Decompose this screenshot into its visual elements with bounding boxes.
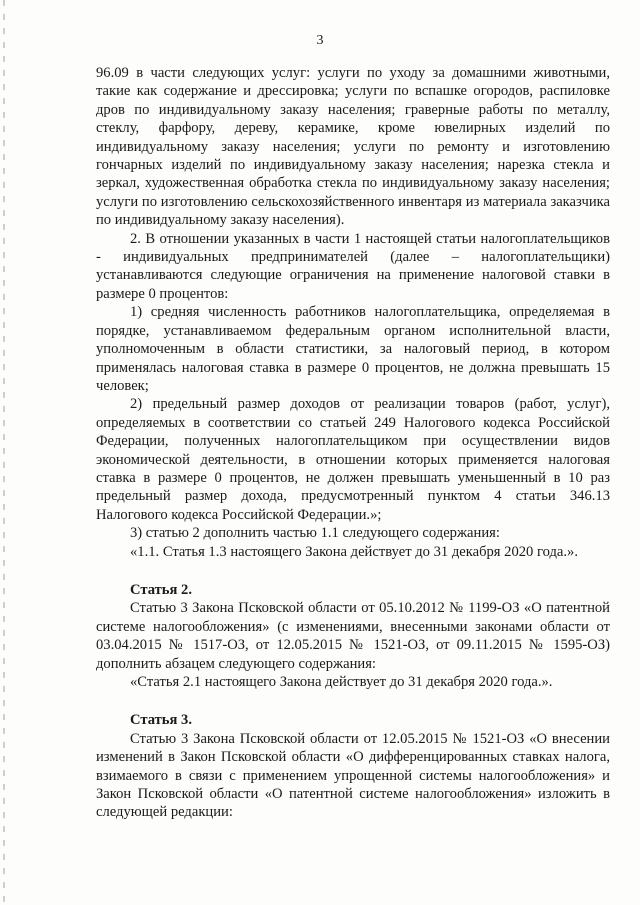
- paragraph-item-3: 3) статью 2 дополнить частью 1.1 следующего содержания:: [130, 525, 500, 542]
- spacer: [96, 691, 610, 711]
- document-body: [96, 64, 610, 822]
- article-3-heading: Статья 3.: [130, 712, 192, 729]
- page-number: 3: [316, 33, 324, 48]
- paragraph-quote-1-1: «1.1. Статья 1.3 настоящего Закона действует до 31 декабря 2020 года.».: [130, 543, 578, 560]
- paragraph-continuation: 96.09 в части следующих услуг: услуги по уходу за домашними животными, такие как содержание и дрессировка; услуги по вспашке огородов, распиловке дров по индивидуальному заказу населения; граверные работы по металлу, стеклу, фарфору, дереву, керамике, кроме ювелирных изделий по индивидуальному заказу населения; услуги по ремонту и изготовлению гончарных изделий по индивидуальному заказу населения; нарезка стекла и зеркал, художественная обработка стекла по индивидуальному заказу населения; услуги по изготовлению сельскохозяйственного инвентаря из материала заказчика по индивидуальному заказу населения).: [96, 65, 610, 229]
- spacer: [96, 561, 610, 581]
- scan-edge-mark: [3, 0, 5, 905]
- article-3-text: Статью 3 Закона Псковской области от 12.05.2015 № 1521-ОЗ «О внесении изменений в Закон Псковской области «О дифференцированных ставках налога, взимаемого в связи с применением упрощенной системы налогообложения» и Закон Псковской области «О патентной системе налогообложения» изложить в следующей редакции:: [96, 730, 610, 821]
- article-2-heading: Статья 2.: [130, 581, 192, 598]
- article-2-quote: «Статья 2.1 настоящего Закона действует до 31 декабря 2020 года.».: [130, 674, 553, 690]
- article-2-text: Статью 3 Закона Псковской области от 05.10.2012 № 1199-ОЗ «О патентной системе налогообложения» (с изменениями, внесенными законами области от 03.04.2015 № 1517-ОЗ, от 12.05.2015 № 1521-ОЗ, от 09.11.2015 № 1595-ОЗ) дополнить абзацем следующего содержания:: [96, 600, 610, 672]
- paragraph-item-2: 2) предельный размер доходов от реализации товаров (работ, услуг), определяемых в соответствии со статьей 249 Налогового кодекса Российской Федерации, полученных налогоплательщиком при осуществлении видов экономической деятельности, в отношении которых применяется налоговая ставка в размере 0 процентов, не должен превышать уменьшенный в 10 раз предельный размер дохода, предусмотренный пунктом 4 статьи 346.13 Налогового кодекса Российской Федерации.»;: [96, 396, 610, 523]
- paragraph-item-1: 1) средняя численность работников налогоплательщика, определяемая в порядке, устанавливаемом федеральным органом исполнительной власти, уполномоченным в области статистики, за налоговый период, в котором применялась налоговая ставка в размере 0 процентов, не должна превышать 15 человек;: [96, 304, 610, 394]
- paragraph-part-2: 2. В отношении указанных в части 1 настоящей статьи налогоплательщиков - индивидуальных предпринимателей (далее – налогоплательщики) устанавливаются следующие ограничения на применение налоговой ставки в размере 0 процентов:: [96, 230, 610, 302]
